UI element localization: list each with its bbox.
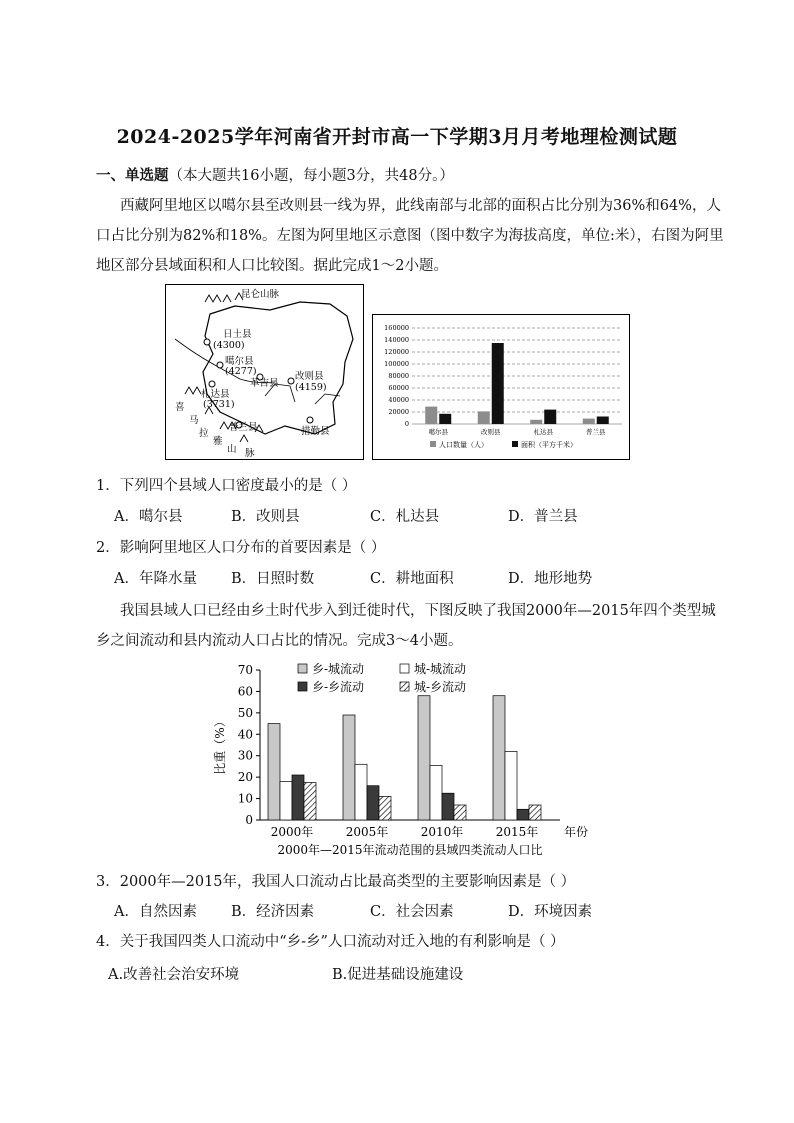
bar-population (478, 411, 490, 424)
section-heading: 一、单选题 (96, 167, 169, 184)
bar-dark (517, 809, 529, 820)
bar-hatched (379, 796, 391, 820)
q4-option-a[interactable]: A.改善社会治安环境 (108, 967, 240, 983)
x-tick-label: 2000年 (270, 825, 314, 839)
q1-option-c[interactable]: C．札达县 (370, 509, 440, 525)
q1-stem: 1．下列四个县域人口密度最小的是（ ） (96, 478, 357, 494)
section-note: （本大题共16小题，每小题3分，共48分。） (168, 168, 454, 184)
legend-swatch (430, 441, 436, 447)
label-ya: 雅 (213, 436, 223, 447)
x-axis-label: 年份 (564, 825, 589, 839)
legend-label: 乡-城流动 (312, 662, 365, 676)
bar-population (425, 407, 437, 424)
y-tick-label: 30 (237, 748, 253, 763)
y-tick-label: 20 (237, 770, 253, 785)
x-tick-label: 2005年 (345, 825, 389, 839)
y-tick-label: 120000 (384, 348, 409, 356)
legend-label: 人口数量（人） (439, 441, 488, 449)
q4-stem: 4．关于我国四类人口流动中“乡-乡”人口流动对迁入地的有利影响是（ ） (96, 934, 565, 950)
label-kunlun: 昆仑山脉 (241, 289, 280, 300)
label-zhada: 札达县 (201, 389, 230, 400)
y-tick-label: 160000 (384, 324, 409, 332)
q3-stem: 3．2000年—2015年，我国人口流动占比最高类型的主要影响因素是（ ） (96, 874, 576, 890)
y-tick-label: 50 (237, 705, 253, 720)
q1-option-a[interactable]: A．噶尔县 (114, 509, 183, 525)
y-tick-label: 0 (404, 420, 409, 428)
bar-white (280, 781, 292, 820)
legend-swatch (298, 664, 307, 673)
y-tick-label: 70 (237, 663, 253, 677)
q1-option-b[interactable]: B．改则县 (231, 509, 300, 525)
x-tick-label: 2010年 (420, 825, 464, 839)
label-gaize: 改则县 (295, 371, 324, 382)
bar-area (439, 414, 451, 424)
y-tick-label: 140000 (384, 336, 409, 344)
legend-label: 城-城流动 (414, 662, 467, 676)
label-zhada-alt: (3731) (203, 399, 235, 410)
x-tick-label: 2015年 (495, 825, 539, 839)
bar-dark (442, 793, 454, 820)
bar-light (493, 696, 505, 820)
y-tick-label: 100000 (384, 360, 409, 368)
label-mai: 脉 (245, 448, 255, 459)
passage1-line-2: 口占比分别为82%和18%。左图为阿里地区示意图（图中数字为海拔高度，单位:米），右图为阿里 (96, 228, 724, 244)
label-xi: 喜 (175, 402, 185, 413)
bar-area (597, 417, 609, 425)
y-tick-label: 60000 (388, 384, 409, 392)
label-ritu: 日土县 (223, 329, 252, 340)
label-gaer: 噶尔县 (225, 356, 254, 367)
label-geji: 革吉县 (250, 378, 279, 389)
y-tick-label: 20000 (388, 408, 409, 416)
legend-swatch (298, 682, 307, 691)
y-tick-label: 40000 (388, 396, 409, 404)
x-tick-label: 普兰县 (586, 428, 606, 436)
q2-option-c[interactable]: C．耕地面积 (370, 571, 454, 587)
label-cuoqin: 措勤县 (301, 426, 330, 437)
section-header (96, 164, 454, 185)
bar-population (530, 420, 542, 424)
bar-hatched (454, 805, 466, 820)
q2-option-a[interactable]: A．年降水量 (114, 571, 197, 587)
bar-dark (292, 775, 304, 820)
passage2-line-2: 乡之间流动和县内流动人口占比的情况。完成3～4小题。 (96, 633, 463, 649)
x-tick-label: 改则县 (481, 428, 501, 436)
bar-hatched (304, 783, 316, 821)
label-gaer-alt: (4277) (225, 366, 257, 377)
y-tick-label: 80000 (388, 372, 409, 380)
q2-option-d[interactable]: D．地形地势 (508, 571, 593, 587)
bar-light (268, 724, 280, 820)
q3-option-a[interactable]: A．自然因素 (114, 904, 197, 920)
q3-option-b[interactable]: B．经济因素 (231, 904, 315, 920)
bar-light (343, 715, 355, 820)
q4-option-b[interactable]: B.促进基础设施建设 (332, 967, 464, 983)
label-ma: 马 (189, 415, 199, 426)
legend-swatch (512, 441, 518, 447)
q3-option-c[interactable]: C．社会因素 (370, 904, 454, 920)
x-tick-label: 噶尔县 (428, 428, 448, 436)
q2-stem: 2．影响阿里地区人口分布的首要因素是（ ） (96, 540, 386, 556)
ali-region-map (165, 284, 364, 460)
label-la: 拉 (199, 428, 209, 439)
migration-ratio-chart (210, 658, 590, 864)
legend-label: 乡-乡流动 (312, 680, 365, 694)
passage2-line-1: 我国县域人口已经由乡土时代步入到迁徙时代，下图反映了我国2000年—2015年四个类型城 (120, 603, 716, 619)
q2-option-b[interactable]: B．日照时数 (231, 571, 315, 587)
y-tick-label: 0 (245, 813, 253, 827)
bar-population (583, 419, 595, 424)
passage1-line-3: 地区部分县域面积和人口比较图。据此完成1～2小题。 (96, 258, 448, 274)
label-gaize-alt: (4159) (295, 382, 327, 393)
county-area-population-chart (372, 314, 630, 460)
y-axis-label: 比重（%） (213, 715, 227, 775)
bar-area (492, 343, 504, 424)
page-title: 2024-2025学年河南省开封市高一下学期3月月考地理检测试题 (116, 126, 678, 148)
bar-dark (367, 786, 379, 820)
passage1-line-1: 西藏阿里地区以噶尔县至改则县一线为界，此线南部与北部的面积占比分别为36%和64%，人 (120, 198, 721, 214)
y-tick-label: 10 (237, 791, 253, 806)
label-ritu-alt: (4300) (213, 340, 245, 351)
bar-white (505, 751, 517, 820)
legend-label: 城-乡流动 (414, 680, 467, 694)
label-shan: 山 (227, 444, 237, 455)
chart-title: 2000年—2015年流动范围的县域四类流动人口比 (277, 843, 543, 857)
legend-swatch (400, 682, 409, 691)
legend-label: 面积（平方千米） (521, 441, 577, 449)
q3-option-d[interactable]: D．环境因素 (508, 904, 593, 920)
bar-white (430, 765, 442, 820)
legend-swatch (400, 664, 409, 673)
q1-option-d[interactable]: D．普兰县 (508, 509, 578, 525)
y-tick-label: 40 (237, 727, 253, 742)
bar-hatched (529, 805, 541, 820)
label-pulan: 普兰县 (229, 422, 258, 433)
x-tick-label: 札达县 (533, 428, 553, 436)
y-tick-label: 60 (237, 684, 253, 699)
bar-area (544, 410, 556, 424)
bar-light (418, 696, 430, 820)
bar-white (355, 764, 367, 820)
